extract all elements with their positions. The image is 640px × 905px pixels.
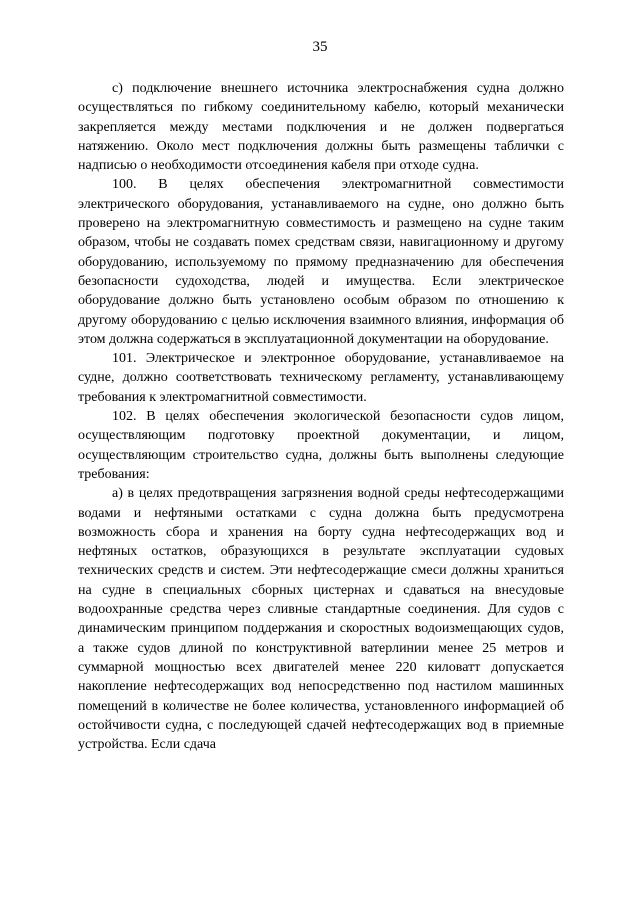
paragraph-100: 100. В целях обеспечения электромагнитной совместимости электрического оборудования, устанавливаемого на судне, оно должно быть проверено на электромагнитную совместимость и размещено на судне таким образом, чтобы не создавать помех средствам связи, навигационному и другому оборудованию, используемому по прямому предназначению для обеспечения безопасности судоходства, людей и имущества. Если электрическое оборудование должно быть установлено особым образом по отношению к другому оборудованию с целью исключения взаимного влияния, информация об этом должна содержаться в эксплуатационной документации на оборудование. bbox=[78, 177, 564, 347]
paragraph-c: с) подключение внешнего источника электроснабжения судна должно осуществляться по гибкому соединительному кабелю, который механически закрепляется между местами подключения и не должен подвергаться натяжению. Около мест подключения должны быть размещены таблички с надписью о необходимости отсоединения кабеля при отходе судна. bbox=[78, 81, 564, 174]
paragraph-102: 102. В целях обеспечения экологической безопасности судов лицом, осуществляющим подготовку проектной документации, и лицом, осуществляющим строительство судна, должны быть выполнены следующие требования: bbox=[78, 409, 564, 482]
document-body bbox=[78, 79, 564, 754]
paragraph-a: а) в целях предотвращения загрязнения водной среды нефтесодержащими водами и нефтяными остатками с судна должна быть предусмотрена возможность сбора и хранения на борту судна нефтесодержащих вод и нефтяных остатков, образующихся в результате эксплуатации судовых технических средств и систем. Эти нефтесодержащие смеси должны храниться на судне в специальных сборных цистернах и сдаваться на внесудовые водоохранные средства через сливные стандартные соединения. Для судов с динамическим принципом поддержания и скоростных водоизмещающих судов, а также судов длиной по конструктивной ватерлинии менее 25 метров и суммарной мощностью всех двигателей менее 220 киловатт допускается накопление нефтесодержащих вод непосредственно под настилом машинных помещений в количестве не более количества, установленного информацией об остойчивости судна, с последующей сдачей нефтесодержащих вод в приемные устройства. Если сдача bbox=[78, 486, 564, 753]
page-number: 35 bbox=[312, 39, 328, 55]
paragraph-101: 101. Электрическое и электронное оборудование, устанавливаемое на судне, должно соответствовать техническому регламенту, устанавливающему требования к электромагнитной совместимости. bbox=[78, 351, 564, 405]
